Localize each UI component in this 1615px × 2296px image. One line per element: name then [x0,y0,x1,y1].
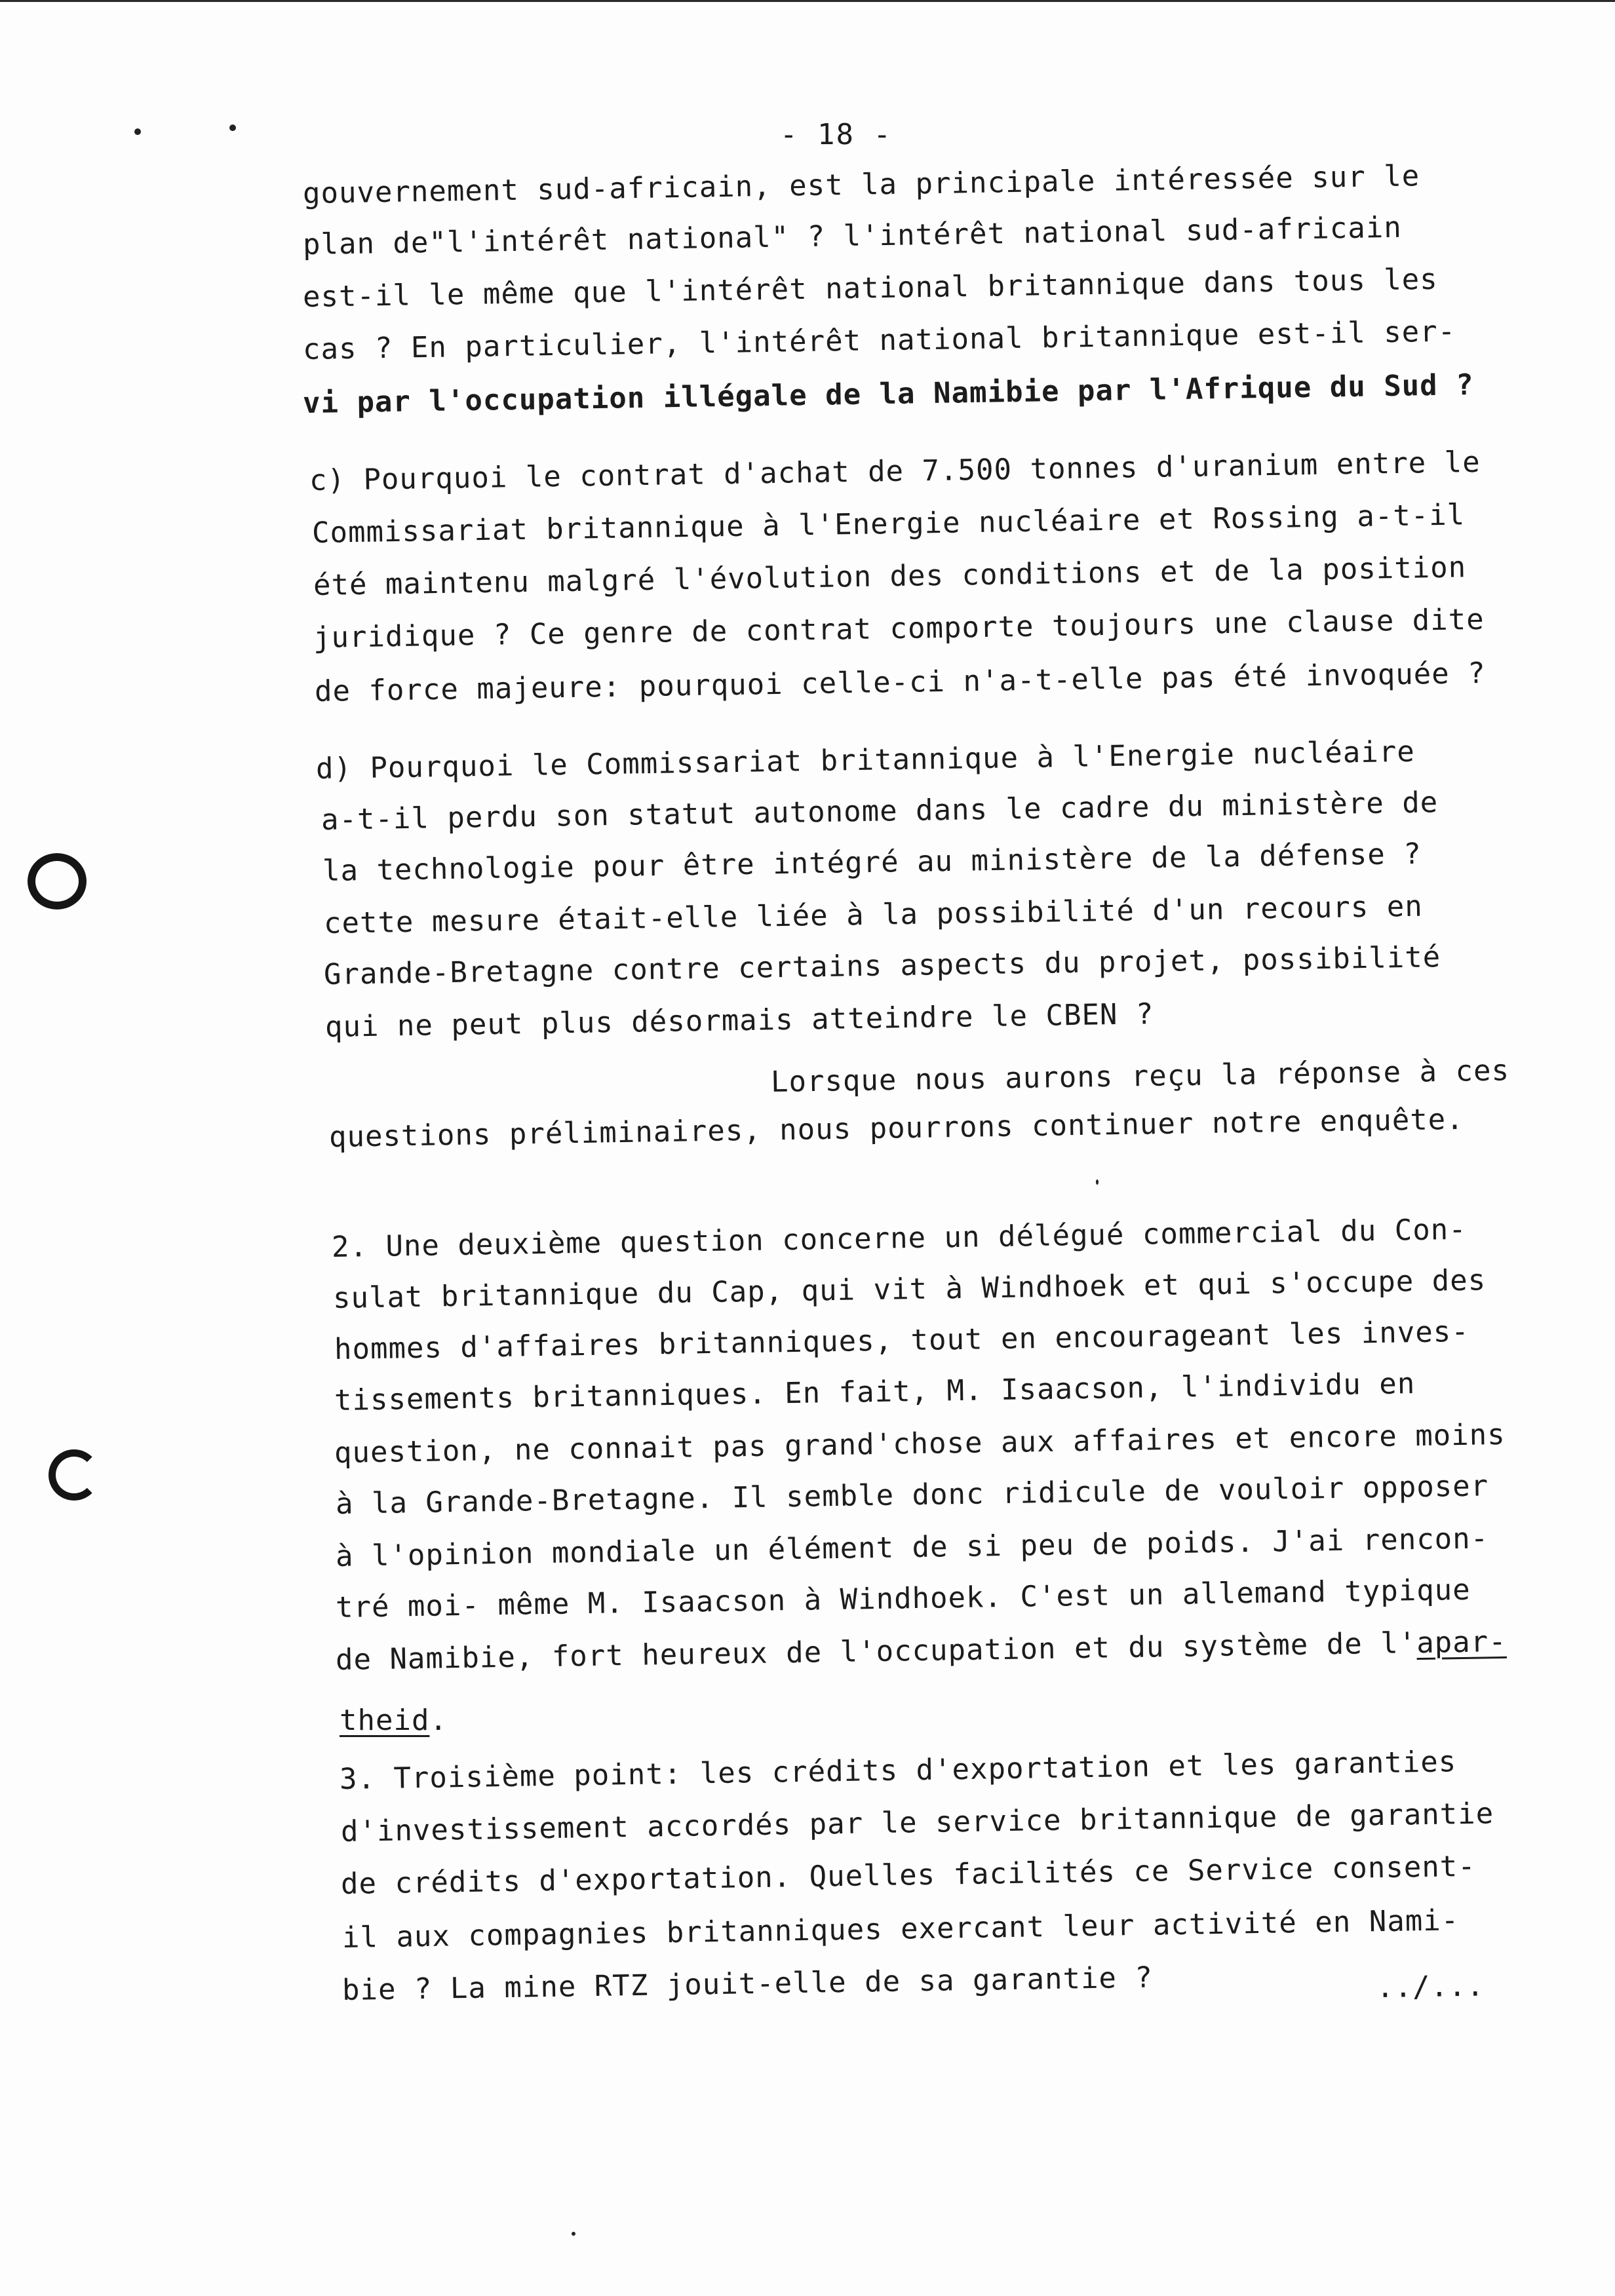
text-line: hommes d'affaires britanniques, tout en encourageant les inves- [334,1314,1470,1366]
text-line: la technologie pour être intégré au ministère de la défense ? [322,837,1422,888]
text-line: vi par l'occupation illégale de la Namibie par l'Afrique du Sud ? [302,368,1475,420]
scan-edge [0,0,1615,2]
text-line: gouvernement sud-africain, est la principale intéressée sur le [302,159,1420,210]
scan-speck [134,128,141,135]
text-line: à la Grande-Bretagne. Il semble donc ridicule de vouloir opposer [335,1469,1489,1521]
page-number: - 18 - [780,118,892,151]
text-line: cette mesure était-elle liée à la possibilité d'un recours en [323,889,1424,940]
text-line: plan de"l'intérêt national" ? l'intérêt national sud-africain [302,210,1403,261]
text-line: question, ne connait pas grand'chose aux affaires et encore moins [334,1417,1506,1470]
text-line: sulat britannique du Cap, qui vit à Windhoek et qui s'occupe des [332,1263,1487,1315]
punch-hole-icon [28,853,87,909]
text-line: 3. Troisième point: les crédits d'exportation et les garanties [339,1745,1457,1796]
text-line: tissements britanniques. En fait, M. Isaacson, l'individu en [334,1367,1416,1417]
text-line: 2. Une deuxième question concerne un délégué commercial du Con- [331,1212,1468,1264]
text-line: tré moi- même M. Isaacson à Windhoek. C'est un allemand typique [335,1573,1471,1624]
text-line [340,1704,448,1737]
text-line [336,1625,1507,1677]
text-line: à l'opinion mondiale un élément de si peu de poids. J'ai rencon- [335,1521,1489,1573]
text-line: de force majeure: pourquoi celle-ci n'a-t-elle pas été invoquée ? [314,656,1487,708]
text-line: d'investissement accordés par le service britannique de garantie [340,1797,1494,1848]
scan-speck [1096,1179,1099,1185]
punch-hole-icon [49,1449,100,1501]
scan-speck [229,124,236,131]
text-line: c) Pourquoi le contrat d'achat de 7.500 tonnes d'uranium entre le [309,445,1481,497]
text-line: a-t-il perdu son statut autonome dans le cadre du ministère de [321,786,1439,837]
underlined-term: apar- [1416,1624,1508,1660]
text-line: Lorsque nous aurons reçu la réponse à ces [770,1054,1510,1099]
text-line: d) Pourquoi le Commissariat britannique à l'Energie nucléaire [315,735,1416,786]
underlined-term: theid [340,1704,430,1737]
text-segment: . [429,1704,448,1737]
text-line: est-il le même que l'intérêt national britannique dans tous les [302,262,1439,314]
text-segment: de Namibie, fort heureux de l'occupation et du système de l' [335,1626,1417,1677]
text-line: qui ne peut plus désormais atteindre le CBEN ? [324,997,1154,1044]
text-line: il aux compagnies britanniques exercant leur activité en Nami- [341,1904,1460,1955]
text-line: Commissariat britannique à l'Energie nucléaire et Rossing a-t-il [311,498,1466,550]
text-line: questions préliminaires, nous pourrons continuer notre enquête. [328,1102,1465,1154]
text-line: de crédits d'exportation. Quelles facilités ce Service consent- [340,1849,1477,1901]
text-line: juridique ? Ce genre de contrat comporte toujours une clause dite [313,602,1485,655]
text-line: cas ? En particulier, l'intérêt national britannique est-il ser- [302,315,1456,366]
text-line: été maintenu malgré l'évolution des conditions et de la position [313,550,1467,602]
text-line: Grande-Bretagne contre certains aspects du projet, possibilité [323,940,1441,991]
continuation-marker: ../... [1376,1969,1485,2004]
scan-speck [572,2232,575,2236]
text-line: bie ? La mine RTZ jouit-elle de sa garantie ? [341,1961,1154,2007]
